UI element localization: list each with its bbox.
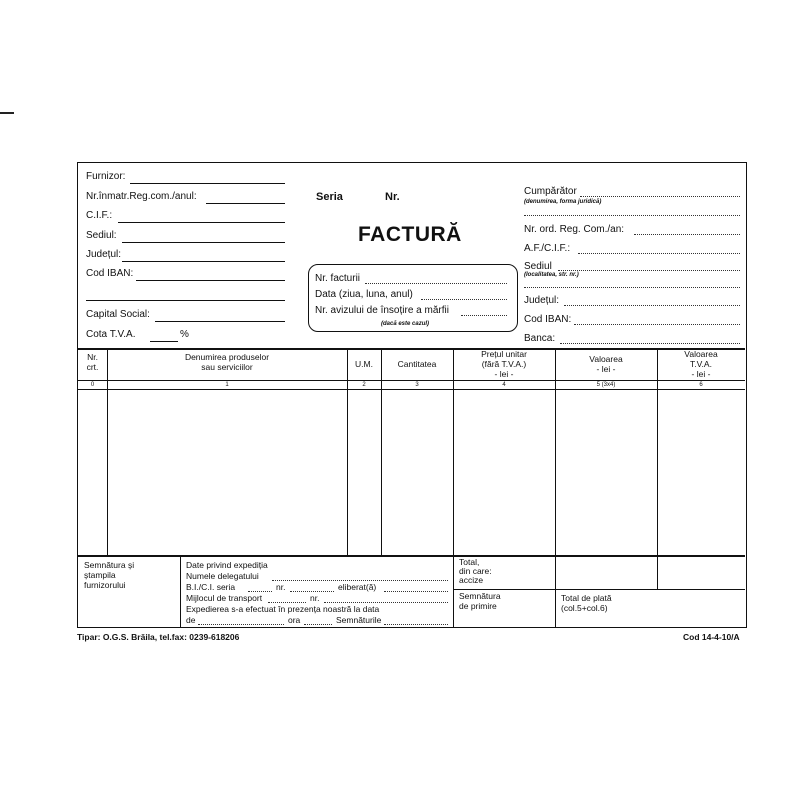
transport-nr-field[interactable] <box>324 602 448 603</box>
sediul-note: (localitatea, str. nr.) <box>524 272 579 278</box>
numele-delegatului-field[interactable] <box>272 580 448 581</box>
colnum-1: 1 <box>225 382 229 388</box>
cod-iban-line-2[interactable] <box>86 300 285 301</box>
colnum-3: 3 <box>415 382 419 388</box>
total-plata-field[interactable] <box>658 591 744 626</box>
header-um: U.M. <box>355 359 373 369</box>
footer-divider-2 <box>453 556 454 627</box>
numele-delegatului-label: Numele delegatului <box>186 571 259 581</box>
nr-avizului-label: Nr. avizului de însoțire a mărfii <box>315 305 449 316</box>
nr-ord-label: Nr. ord. Reg. Com./an: <box>524 224 625 235</box>
col-divider-4 <box>453 349 454 555</box>
colnum-6: 6 <box>699 382 703 388</box>
table-bottom-border <box>78 555 745 557</box>
nr-ord-field[interactable] <box>634 234 740 235</box>
colnum-5: 5 (3x4) <box>596 382 616 388</box>
date-expeditie-label: Date privind expediția <box>186 560 268 570</box>
judetul-buyer-label: Județul: <box>524 295 560 306</box>
page-edge-mark <box>0 112 14 114</box>
signature-receipt-area[interactable] <box>456 611 552 626</box>
cod-iban-buyer-field[interactable] <box>574 324 740 325</box>
data-label: Data (ziua, luna, anul) <box>315 289 413 300</box>
nr-inmatr-line[interactable] <box>206 203 285 204</box>
sediul-buyer-field[interactable] <box>558 270 740 271</box>
header-pret-unitar: Prețul unitar (fără T.V.A.) - lei - <box>481 349 527 379</box>
invoice-form <box>77 162 747 628</box>
total-plata-label: Total de plată (col.5+col.6) <box>561 593 612 613</box>
form-code: Cod 14-4-10/A <box>683 632 740 642</box>
semnaturile-field[interactable] <box>384 624 448 625</box>
nr-label: Nr. <box>385 191 400 203</box>
bici-seria-label: B.I./C.I. seria <box>186 582 236 592</box>
mijlocul-transport-field[interactable] <box>268 602 306 603</box>
sediul-label: Sediul: <box>86 230 117 241</box>
cota-tva-line[interactable] <box>150 341 178 342</box>
header-nr-crt: Nr. crt. <box>86 352 99 372</box>
judetul-buyer-field[interactable] <box>564 305 740 306</box>
cod-iban-line[interactable] <box>136 280 285 281</box>
cumparator-label: Cumpărător <box>524 186 577 197</box>
percent-label: % <box>180 329 189 340</box>
nr-avizului-field[interactable] <box>461 315 507 316</box>
sediul-line[interactable] <box>122 242 285 243</box>
nr-facturii-label: Nr. facturii <box>315 273 361 284</box>
header-valoarea-tva: Valoarea T.V.A. - lei - <box>684 349 718 379</box>
header-cantitatea: Cantitatea <box>397 359 437 369</box>
furnizor-label: Furnizor: <box>86 171 126 182</box>
colnum-2: 2 <box>362 382 366 388</box>
banca-field[interactable] <box>560 343 740 344</box>
eliberat-label: eliberat(ă) <box>338 582 377 592</box>
af-cif-label: A.F./C.I.F.: <box>524 243 571 254</box>
col-divider-5 <box>555 349 556 555</box>
signature-supplier-area[interactable] <box>80 590 178 626</box>
af-cif-field[interactable] <box>578 253 740 254</box>
colnum-4: 4 <box>502 382 506 388</box>
sediul-buyer-label: Sediul <box>524 261 552 272</box>
ora-label: ora <box>288 615 301 625</box>
capital-social-line[interactable] <box>155 321 285 322</box>
ora-field[interactable] <box>304 624 332 625</box>
cumparator-field-2[interactable] <box>524 215 740 216</box>
col-divider-3 <box>381 349 382 555</box>
total-accize-label: Total, din care: accize <box>459 557 492 585</box>
table-body[interactable] <box>108 390 347 555</box>
furnizor-line[interactable] <box>130 183 285 184</box>
data-field[interactable] <box>421 299 507 300</box>
bici-nr-label: nr. <box>276 582 286 592</box>
semnatura-primire-label: Semnătura de primire <box>459 591 501 611</box>
cota-tva-label: Cota T.V.A. <box>86 329 136 340</box>
de-field[interactable] <box>198 624 284 625</box>
page-title: FACTURĂ <box>358 223 462 246</box>
cod-iban-label: Cod IBAN: <box>86 268 134 279</box>
footer-divider-3 <box>555 556 556 627</box>
footer-divider-1 <box>180 556 181 627</box>
cod-iban-buyer-label: Cod IBAN: <box>524 314 572 325</box>
footer-hline <box>453 589 745 590</box>
table-header-border <box>78 380 745 381</box>
colnum-0: 0 <box>90 382 95 388</box>
invoice-details-box <box>308 264 518 332</box>
seria-label: Seria <box>316 191 343 203</box>
cif-label: C.I.F.: <box>86 210 113 221</box>
cumparator-note: (denumirea, forma juridică) <box>524 199 602 205</box>
bici-nr-field[interactable] <box>290 591 334 592</box>
footer-divider-4 <box>657 556 658 590</box>
bici-seria-field[interactable] <box>248 591 272 592</box>
nr-inmatr-label: Nr.înmatr.Reg.com./anul: <box>86 191 197 202</box>
expedierea-label: Expedierea s-a efectuat în prezența noastră la data <box>186 604 380 614</box>
capital-social-label: Capital Social: <box>86 309 150 320</box>
mijlocul-transport-label: Mijlocul de transport <box>186 593 263 603</box>
daca-este-cazul-note: (dacă este cazul) <box>381 321 430 327</box>
semnaturile-label: Semnăturile <box>336 615 382 625</box>
sediul-buyer-field-2[interactable] <box>524 287 740 288</box>
judetul-line[interactable] <box>122 261 285 262</box>
header-denumirea: Denumirea produselor sau serviciilor <box>184 352 270 372</box>
col-divider-6 <box>657 349 658 555</box>
transport-nr-label: nr. <box>310 593 320 603</box>
de-label: de <box>186 615 196 625</box>
judetul-label: Județul: <box>86 249 122 260</box>
printer-info: Tipar: O.G.S. Brăila, tel.fax: 0239-618206 <box>77 632 240 642</box>
eliberat-field[interactable] <box>384 591 448 592</box>
header-valoarea: Valoarea - lei - <box>589 354 623 374</box>
nr-facturii-field[interactable] <box>365 283 507 284</box>
cumparator-field[interactable] <box>580 196 740 197</box>
table-top-border <box>78 348 745 350</box>
cif-line[interactable] <box>118 222 285 223</box>
semnatura-furnizor-label: Semnătura și ștampila furnizorului <box>84 560 135 590</box>
banca-label: Banca: <box>524 333 556 344</box>
col-divider-2 <box>347 349 348 555</box>
